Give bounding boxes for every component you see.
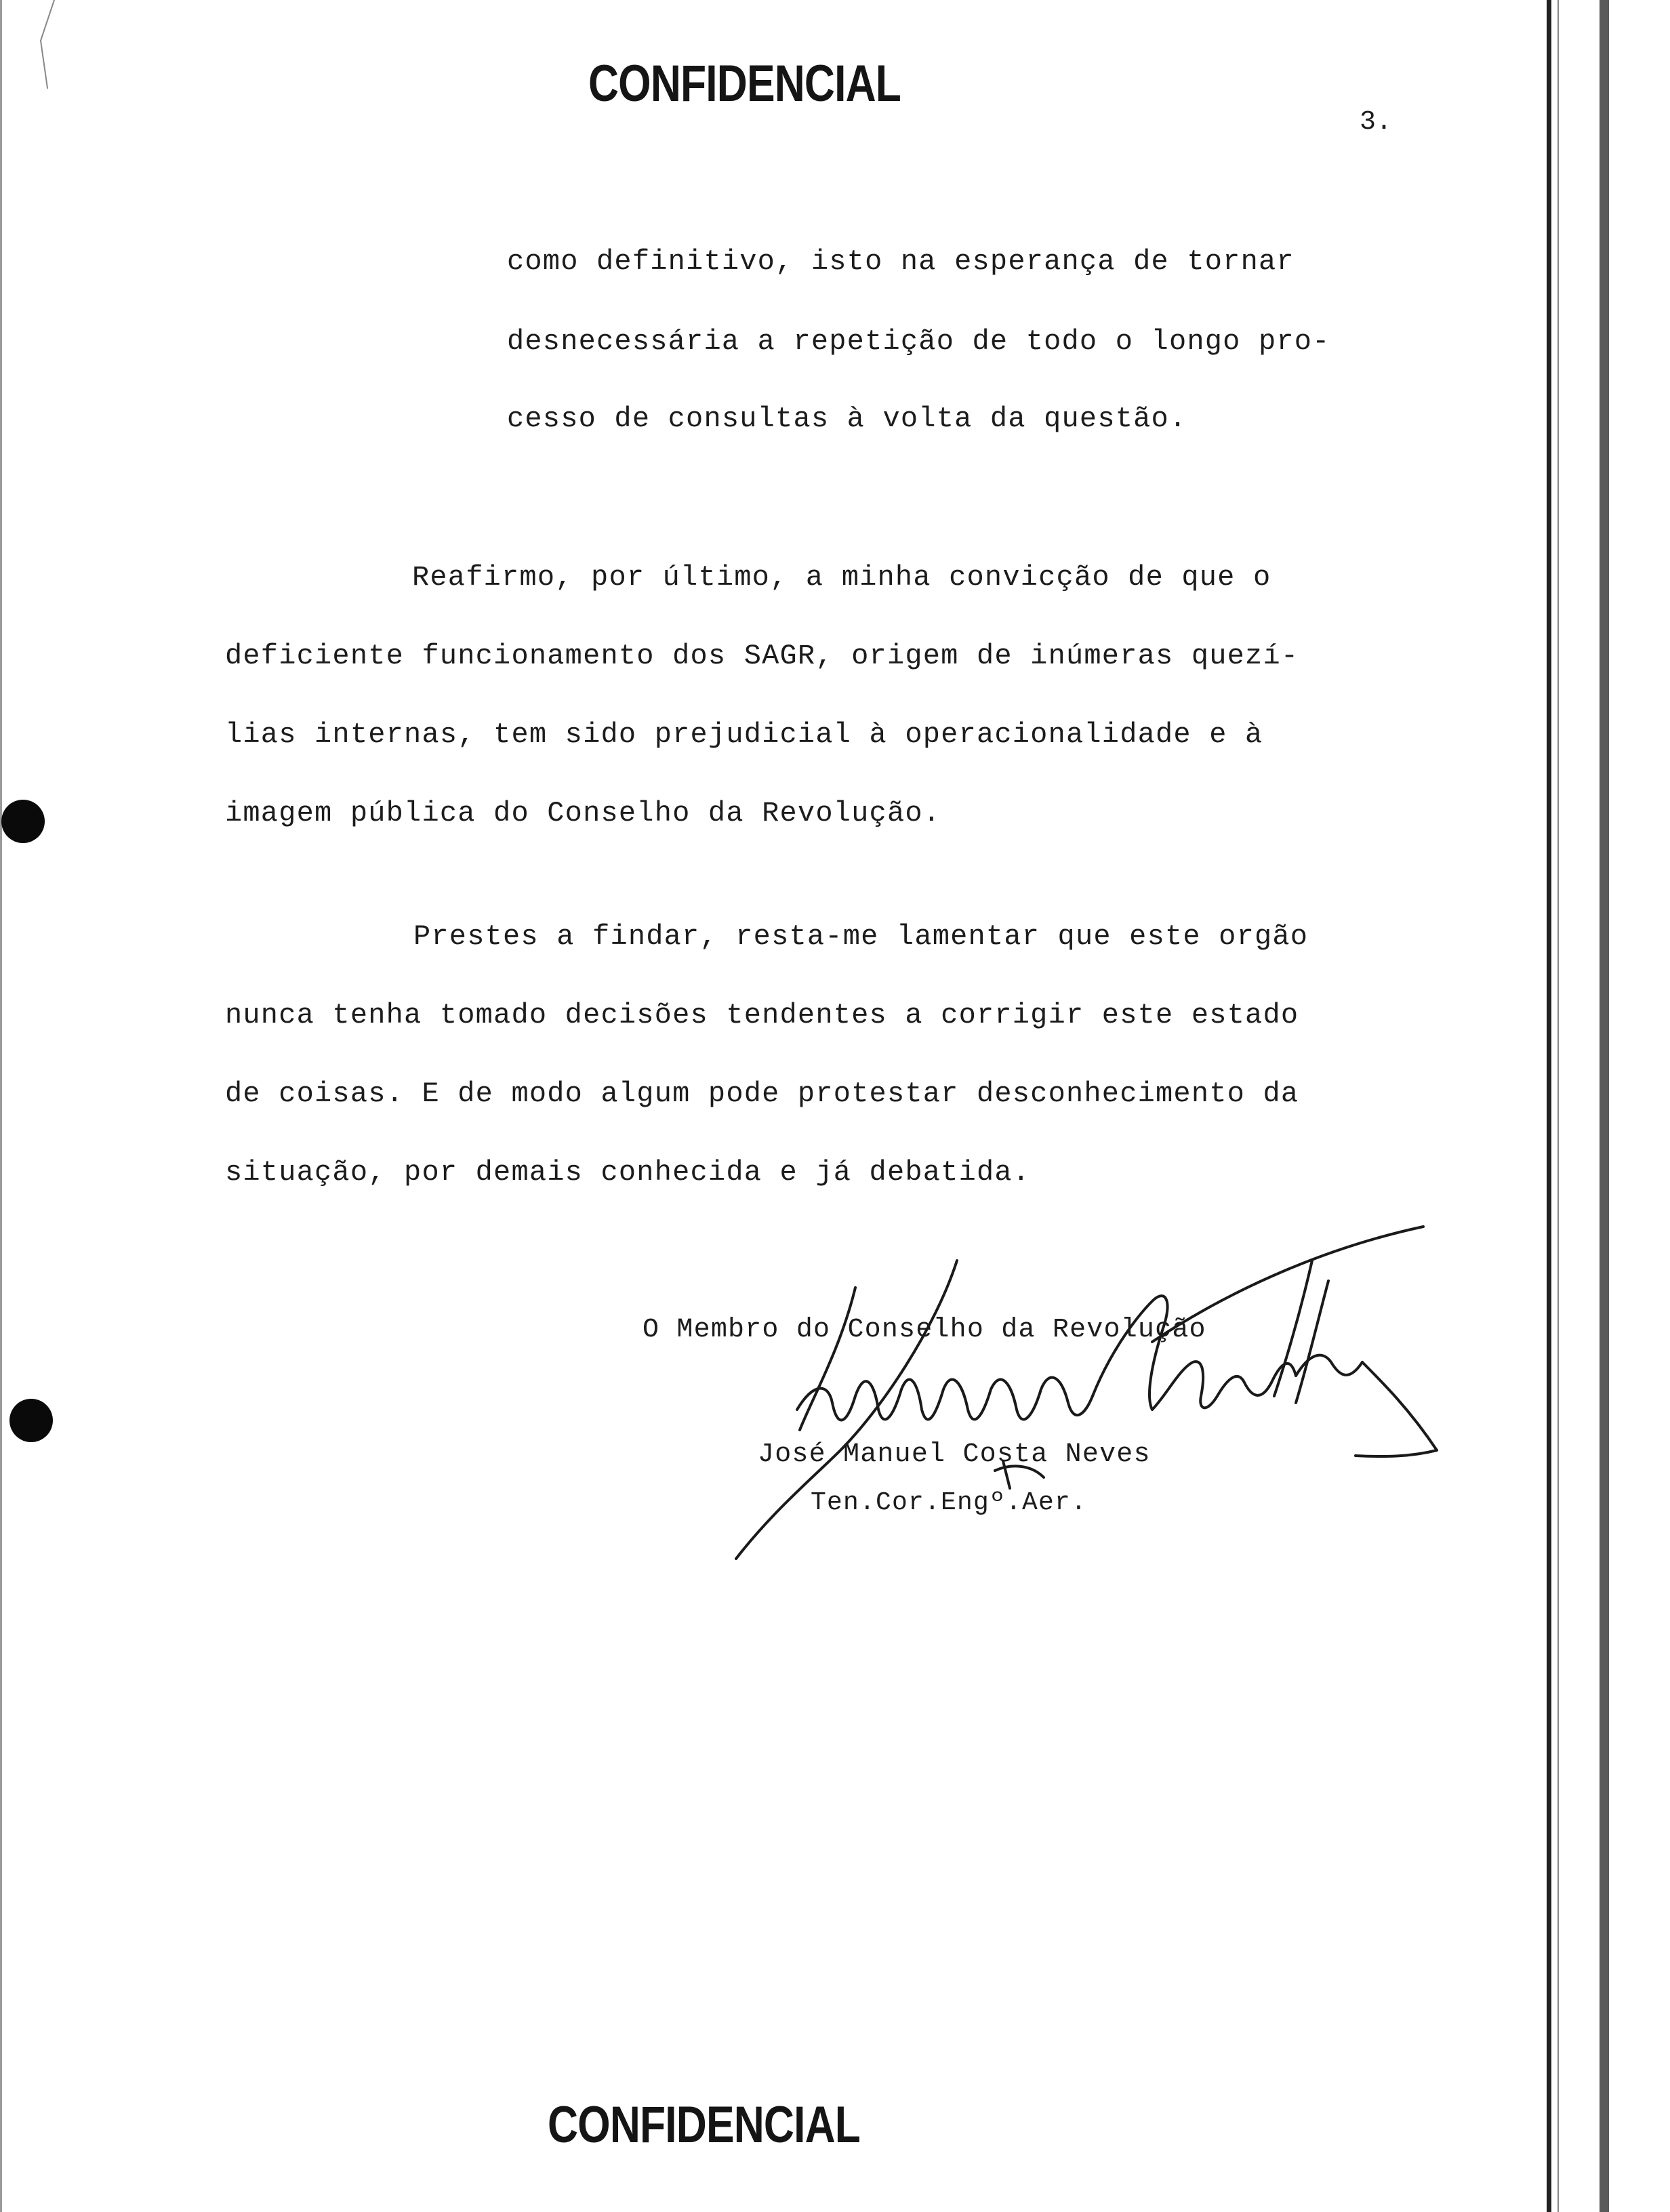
paragraph-2-line-1: Prestes a findar, resta-me lamentar que este orgão [413,920,1309,953]
signatory-role: O Membro do Conselho da Revolução [643,1315,1206,1345]
paragraph-1-line-4: imagem pública do Conselho da Revolução. [225,797,941,830]
signatory-name: José Manuel Costa Neves [758,1439,1151,1470]
signatory-rank: Ten.Cor.Engº.Aer. [811,1488,1088,1517]
confidential-stamp-bottom: CONFIDENCIAL [548,2096,861,2154]
confidential-stamp-top: CONFIDENCIAL [588,55,901,112]
paragraph-2-line-3: de coisas. E de modo algum pode protestar desconhecimento da [225,1078,1299,1110]
paragraph-1-line-1: Reafirmo, por último, a minha convicção de que o [412,561,1271,594]
paragraph-2-line-4: situação, por demais conhecida e já debatida. [225,1156,1031,1189]
continuation-line-2: desnecessária a repetição de todo o longo pro- [507,325,1330,358]
paragraph-1-line-3: lias internas, tem sido prejudicial à operacionalidade e à [225,718,1263,751]
continuation-line-3: cesso de consultas à volta da questão. [507,403,1187,435]
page-number: 3. [1360,107,1393,138]
paragraph-1-line-2: deficiente funcionamento dos SAGR, origem de inúmeras quezí- [225,640,1299,672]
paragraph-2-line-2: nunca tenha tomado decisões tendentes a corrigir este estado [225,999,1299,1031]
continuation-line-1: como definitivo, isto na esperança de tornar [507,245,1295,278]
